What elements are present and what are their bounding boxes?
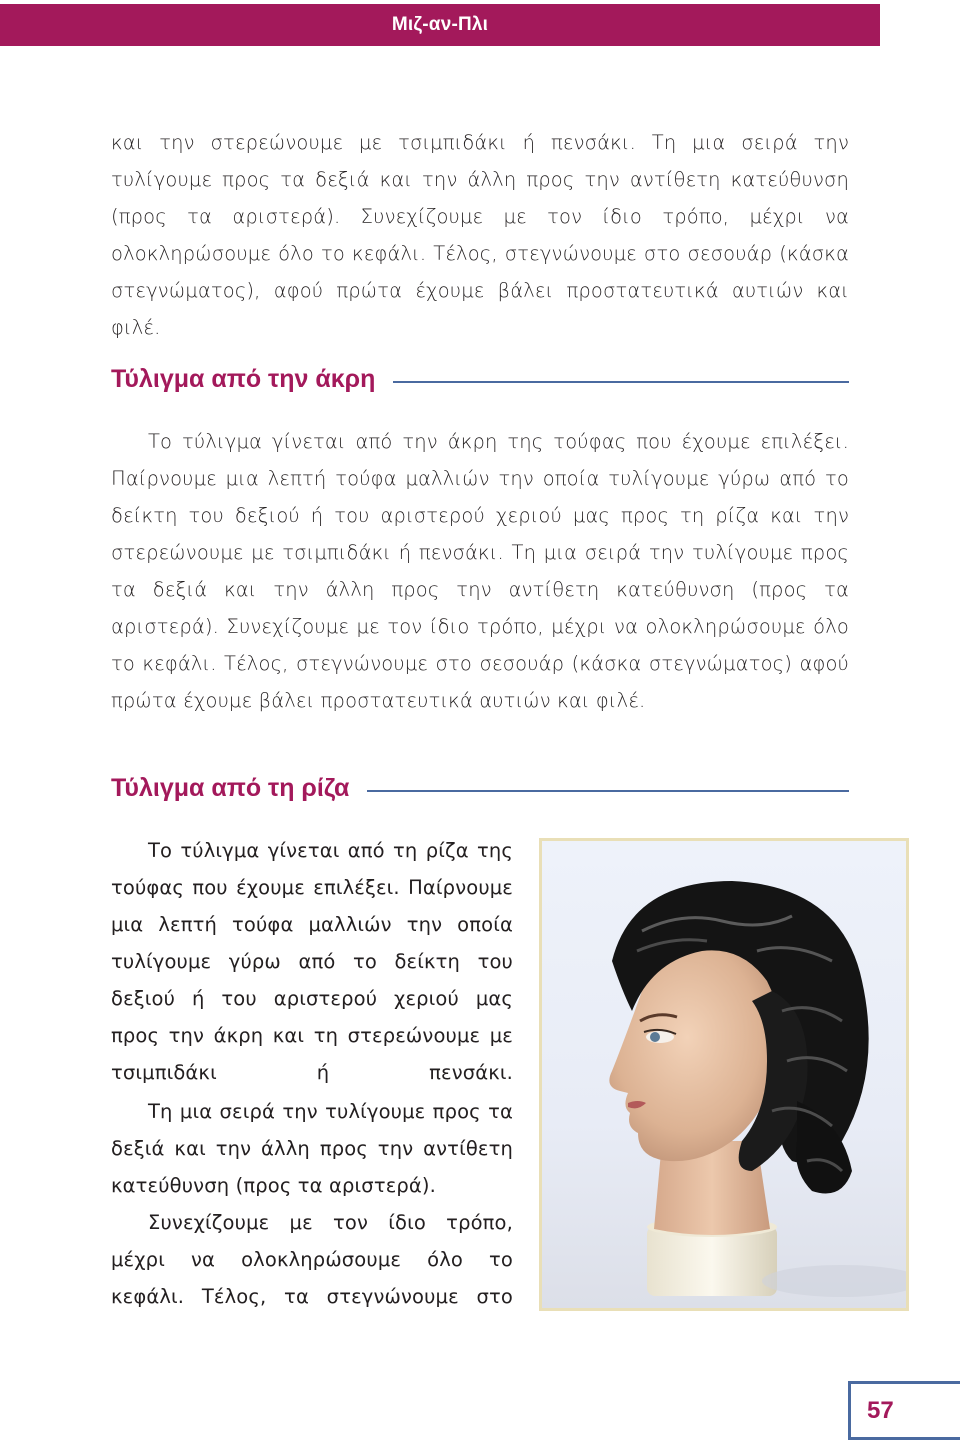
header-bar <box>0 4 880 46</box>
section-root-paragraph-2 <box>111 1093 513 1204</box>
mannequin-head-illustration <box>542 841 906 1308</box>
section-rule <box>367 790 849 792</box>
section-heading-root <box>111 768 849 808</box>
section-root-text-2: Τη μια σειρά την τυλίγουμε προς τα δεξιά και την άλλη προς την αντίθετη κατεύθυνση (προς τα αριστερά). <box>111 1100 513 1197</box>
section-root-paragraph-1 <box>111 832 513 1091</box>
section-tip-text: Το τύλιγμα γίνεται από την άκρη της τούφας που έχουμε επιλέξει. Παίρνουμε μια λεπτή τούφα μαλλιών την οποία τυλίγουμε γύρω από το δείκτη του δεξιού ή του αριστερού χεριού μας προς τη ρίζα και την στερεώνουμε με τσιμπιδάκι ή πενσάκι. Τη μια σειρά την τυλίγουμε προς τα δεξιά και την άλλη προς την αντίθετη κατεύθυνση (προς τα αριστερά). Συνεχίζουμε με τον ίδιο τρόπο, μέχρι να ολοκληρώσουμε όλο το κεφάλι. Τέλος, στεγνώνουμε στο σεσουάρ (κάσκα στεγνώματος) αφού πρώτα έχουμε βάλει προστατευτικά αυτιών και φιλέ. <box>111 430 849 712</box>
intro-paragraph: και την στερεώνουμε με τσιμπιδάκι ή πενσάκι. Τη μια σειρά την τυλίγουμε προς τα δεξιά και την άλλη προς την αντίθετη κατεύθυνση (προς τα αριστερά). Συνεχίζουμε με τον ίδιο τρόπο, μέχρι να ολοκληρώσουμε όλο το κεφάλι. Τέλος, στεγνώνουμε στο σεσουάρ (κάσκα στεγνώματος), αφού πρώτα έχουμε βάλει προστατευτικά αυτιών και φιλέ. <box>111 131 849 339</box>
section-root-paragraph-3 <box>111 1204 513 1315</box>
section-root-text-3: Συνεχίζουμε με τον ίδιο τρόπο, μέχρι να ολοκληρώσουμε όλο το κεφάλι. Τέλος, τα στεγνώνουμε στο <box>111 1211 513 1308</box>
section-heading-tip <box>111 359 849 399</box>
page-number-box <box>848 1381 960 1440</box>
section-root-text-1: Το τύλιγμα γίνεται από τη ρίζα της τούφας που έχουμε επιλέξει. Παίρνουμε μια λεπτή τούφα μαλλιών την οποία τυλίγουμε γύρω από το δείκτη του δεξιού ή του αριστερού χεριού μας προς την άκρη και τη στερεώνουμε με τσιμπιδάκι ή πενσάκι. <box>111 839 513 1084</box>
page-number: 57 <box>867 1396 894 1424</box>
section-rule <box>393 381 849 383</box>
section-title-tip: Τύλιγμα από την άκρη <box>111 364 376 393</box>
header-title: Μιζ-αν-Πλι <box>391 14 489 35</box>
photo-frame <box>539 838 909 1311</box>
section-title-root: Τύλιγμα από τη ρίζα <box>111 773 350 802</box>
mannequin-head-photo <box>542 841 906 1308</box>
section-tip-paragraph <box>111 423 849 719</box>
